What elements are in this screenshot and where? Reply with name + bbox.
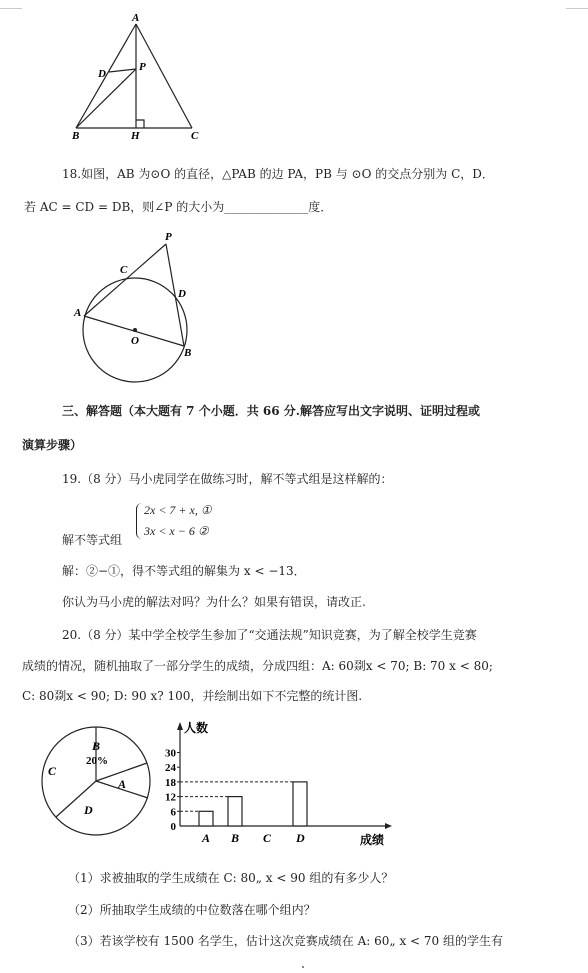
pie-label-C: C: [48, 764, 57, 778]
q19-lead: 解不等式组: [62, 533, 123, 547]
fig18-label-B: B: [184, 347, 192, 359]
q20-sub3: （3）若该学校有 1500 名学生，估计这次竞赛成绩在 A: 60„ x < 70 组的学生有: [68, 934, 503, 948]
y-axis-arrow: [177, 722, 183, 730]
pie-label-B: B: [92, 739, 101, 753]
q19-inequality-2: 3x < x − 6 ②: [144, 524, 209, 538]
x-axis-label: 成绩: [360, 833, 385, 847]
fig17-label-D: D: [98, 68, 106, 80]
fig17-label-A: A: [132, 12, 140, 24]
pie-label-A: A: [118, 777, 127, 791]
fig17-label-H: H: [131, 130, 140, 142]
q19-line1: 19.（8 分）马小虎同学在做练习时，解不等式组是这样解的：: [62, 472, 393, 486]
q18-number: 18.: [62, 167, 82, 181]
y-axis-label: 人数: [184, 721, 209, 735]
q19-solution: 解：②−①，得不等式组的解集为 x < −13．: [62, 564, 306, 578]
fig18-label-D: D: [178, 288, 186, 300]
section3-heading-line1: 三、解答题（本大题有 7 个小题．共 66 分.解答应写出文字说明、证明过程或: [62, 404, 480, 418]
section3-heading-line2: 演算步骤）: [22, 438, 83, 452]
fig18-label-C: C: [120, 264, 128, 276]
q18-line2: 若 AC = CD = DB，则∠P 的大小为______________度．: [24, 200, 333, 214]
bar-B: [228, 797, 242, 826]
circle-figure: [70, 228, 210, 390]
bar-chart: [150, 718, 400, 850]
y-tick-label: 6: [170, 806, 176, 819]
q19-inequality-1: 2x < 7 + x, ①: [144, 503, 212, 517]
page-corner-left: [0, 0, 22, 9]
pie-label-D: D: [84, 803, 93, 817]
q18-line1: [62, 166, 494, 182]
x-tick-label-A: A: [202, 831, 211, 845]
y-tick-label: 12: [165, 791, 176, 804]
x-axis-arrow: [385, 823, 392, 829]
x-tick-label-C: C: [263, 831, 272, 845]
page-dot: [302, 966, 304, 968]
q20-sub2: （2）所抽取学生成绩的中位数落在哪个组内？: [68, 903, 316, 917]
q19-system-brace: [136, 503, 142, 539]
fig17-label-P: P: [139, 61, 146, 73]
triangle-figure: [60, 12, 210, 142]
y-tick-label: 30: [165, 747, 176, 760]
fig17-label-B: B: [72, 130, 80, 142]
q19-question: 你认为马小虎的解法对吗？为什么？如果有错误，请改正.: [62, 595, 366, 609]
fig18-label-O: O: [131, 335, 139, 347]
bar-A: [199, 811, 213, 826]
page-corner-right: [566, 0, 588, 9]
q20-line3: C: 80剟x < 90; D: 90 x? 100，并绘制出如下不完整的统计图.: [22, 689, 363, 703]
q20-line1: 20.（8 分）某中学全校学生参加了“交通法规”知识竞赛，为了解全校学生竞赛: [62, 628, 477, 642]
fig17-label-C: C: [191, 130, 199, 142]
bar-D: [293, 782, 307, 826]
q20-line2: 成绩的情况，随机抽取了一部分学生的成绩，分成四组：A: 60剟x < 70; B: 70 x < 80;: [22, 659, 493, 673]
fig18-label-P: P: [165, 231, 172, 243]
y-tick-label: 0: [170, 821, 176, 833]
x-tick-label-D: D: [296, 831, 305, 845]
q18-text1: 如图，AB 为⊙O 的直径，△PAB 的边 PA，PB 与 ⊙O 的交点分别为 C，D．: [81, 167, 494, 181]
fig18-label-A: A: [74, 307, 82, 319]
pie-chart: [26, 722, 166, 840]
q20-sub1: （1）求被抽取的学生成绩在 C: 80„ x < 90 组的有多少人？: [68, 871, 394, 885]
x-tick-label-B: B: [231, 831, 240, 845]
y-tick-label: 24: [165, 762, 176, 775]
y-tick-label: 18: [165, 776, 176, 789]
bar-group: [165, 720, 392, 847]
pie-label-B-percent: 20%: [86, 755, 108, 767]
